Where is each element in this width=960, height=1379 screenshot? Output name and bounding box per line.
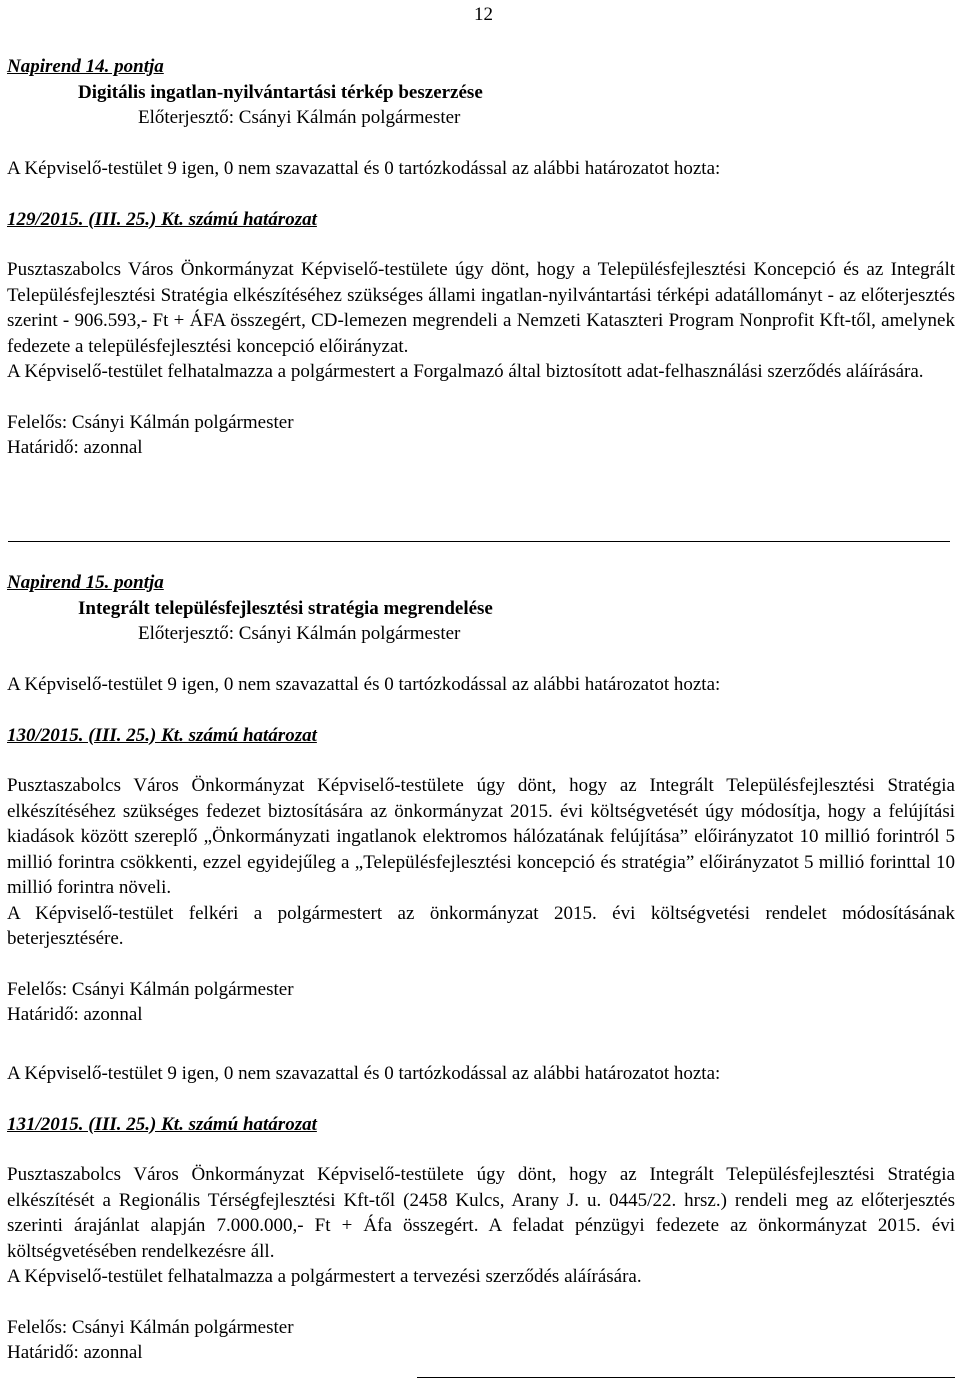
- vote-result: A Képviselő-testület 9 igen, 0 nem szavazattal és 0 tartózkodással az alábbi határozatot hozta:: [7, 674, 721, 695]
- presenter: Előterjesztő: Csányi Kálmán polgármester: [138, 107, 461, 128]
- deadline: Határidő: azonnal: [7, 1004, 143, 1025]
- agenda-item-14: [7, 54, 955, 131]
- responsible: Felelős: Csányi Kálmán polgármester: [7, 1316, 294, 1338]
- vote-result: A Képviselő-testület 9 igen, 0 nem szavazattal és 0 tartózkodással az alábbi határozatot hozta:: [7, 1063, 721, 1084]
- section-divider: [8, 541, 950, 542]
- agenda-heading: Napirend 14. pontja: [7, 56, 164, 77]
- resolution-paragraph: Pusztaszabolcs Város Önkormányzat Képviselő-testülete úgy dönt, hogy az Integrált Településfejlesztési Stratégia elkészítését a Regionális Térségfejlesztési Kft-től (2458 Kulcs, Arany J. u. 0445/22. hrsz.) rendeli meg az előterjesztés szerinti árajánlat alapján 7.000.000,- Ft + Áfa összegért. A feladat pénzügyi fedezete az önkormányzat 2015. évi költségvetésében rendelkezésre áll.: [7, 1164, 955, 1262]
- resolution-paragraph: Pusztaszabolcs Város Önkormányzat Képviselő-testülete úgy dönt, hogy az Integrált Településfejlesztési Stratégia elkészítéséhez szükséges fedezet biztosítására az önkormányzat 2015. évi költségvetését úgy módosítja, hogy a felújítási kiadások között szereplő „Önkormányzati ingatlanok elektromos hálózatának felújítása” előirányzatot 10 millió forintról 5 millió forintra csökkenti, ezzel egyidejűleg a „Településfejlesztési koncepció és stratégia” előirányzatot 5 millió forinttal 10 millió forintra növeli.: [7, 775, 955, 898]
- decision-131: [7, 1061, 955, 1366]
- deadline: Határidő: azonnal: [7, 1342, 143, 1363]
- section-divider: [417, 1377, 955, 1378]
- responsible: Felelős: Csányi Kálmán polgármester: [7, 978, 294, 1000]
- resolution-paragraph: A Képviselő-testület felhatalmazza a polgármestert a Forgalmazó által biztosított adat-felhasználási szerződés aláírására.: [7, 361, 924, 382]
- presenter: Előterjesztő: Csányi Kálmán polgármester: [138, 623, 461, 644]
- resolution-paragraph: Pusztaszabolcs Város Önkormányzat Képviselő-testülete úgy dönt, hogy a Településfejlesztési Koncepció és az Integrált Településfejlesztési Stratégia elkészítéséhez szükséges állami ingatlan-nyilvántartási térképi adatállományt - az előterjesztés szerint - 906.593,- Ft + ÁFA összegért, CD-lemezen megrendeli a Nemzeti Kataszteri Program Nonprofit Kft-től, amelynek fedezete a településfejlesztési koncepció előirányzat.: [7, 259, 955, 357]
- agenda-item-15: [7, 570, 955, 647]
- resolution-number: 129/2015. (III. 25.) Kt. számú határozat: [7, 208, 317, 230]
- vote-result: A Képviselő-testület 9 igen, 0 nem szavazattal és 0 tartózkodással az alábbi határozatot hozta:: [7, 158, 721, 179]
- resolution-paragraph: A Képviselő-testület felkéri a polgármestert az önkormányzat 2015. évi költségvetési rendelet módosításának beterjesztésére.: [7, 902, 955, 949]
- agenda-title: Integrált településfejlesztési stratégia megrendelése: [78, 597, 493, 619]
- decision-129: [7, 156, 955, 461]
- resolution-paragraph: A Képviselő-testület felhatalmazza a polgármestert a tervezési szerződés aláírására.: [7, 1266, 642, 1287]
- page-number: 12: [474, 4, 493, 25]
- responsible: Felelős: Csányi Kálmán polgármester: [7, 411, 294, 433]
- resolution-number: 131/2015. (III. 25.) Kt. számú határozat: [7, 1113, 317, 1135]
- deadline: Határidő: azonnal: [7, 437, 143, 458]
- resolution-number: 130/2015. (III. 25.) Kt. számú határozat: [7, 724, 317, 746]
- agenda-heading: Napirend 15. pontja: [7, 572, 164, 593]
- agenda-title: Digitális ingatlan-nyilvántartási térkép beszerzése: [78, 81, 483, 103]
- decision-130: [7, 672, 955, 1028]
